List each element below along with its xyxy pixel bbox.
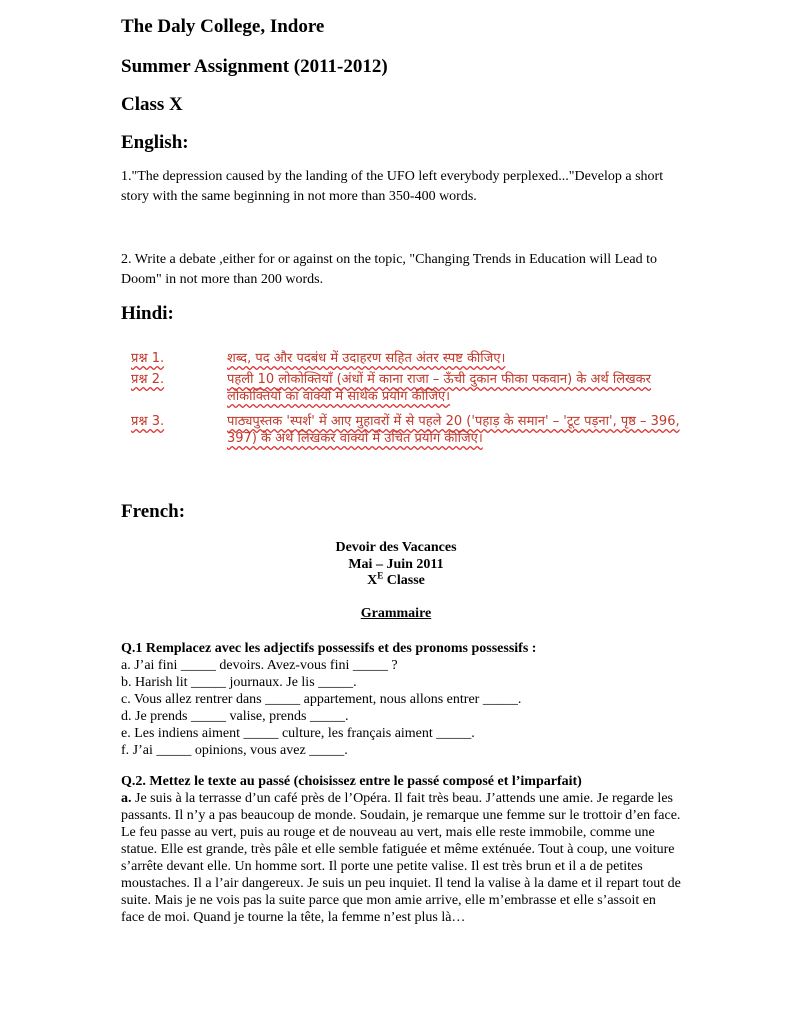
grammar-heading: Grammaire [360,606,432,621]
french-question-2 [121,773,681,926]
school-title: The Daly College, Indore [121,16,325,37]
hindi-question-text: पाठ्यपुस्तक 'स्पर्श' में आए मुहावरों में से पहले 20 ('पहाड़ के समान' – 'टूट पड़ना', पृष्ठ – 396, 397) के अर्थ लिखकर वाक्यों में उचित प्रयोग कीजिए। [227,414,680,446]
hindi-question-text: पहली 10 लोकोक्तियाँ (अंधों में काना राजा – ऊँची दुकान फीका पकवान) के अर्थ लिखकर लोकोक्तियों का वाक्यों में सार्थक प्रयोग कीजिए। [227,372,651,404]
hindi-question [131,371,691,405]
assignment-title: Summer Assignment (2011-2012) [121,56,388,77]
hindi-question-text: शब्द, पद और पदबंध में उदाहरण सहित अंतर स्पष्ट कीजिए। [227,351,506,366]
q2-label: a. [121,791,132,806]
q1-item: d. Je prends _____ valise, prends _____. [121,709,349,724]
french-question-1 [121,640,681,759]
class-numeral: X [367,573,378,588]
french-title-3 [200,572,592,589]
q2-passage [121,791,681,925]
q1-item: f. J’ai _____ opinions, vous avez _____. [121,743,348,758]
q1-item: e. Les indiens aiment _____ culture, les français aiment _____. [121,726,475,741]
hindi-question [131,350,691,367]
english-heading: English: [121,132,189,153]
q1-item: c. Vous allez rentrer dans _____ appartement, nous allons entrer _____. [121,692,522,707]
hindi-question-number: प्रश्न 1. [131,351,165,366]
class-word: Classe [383,573,425,588]
class-superscript: E [377,570,384,581]
french-title-1: Devoir des Vacances [335,540,457,555]
q1-heading: Q.1 Remplacez avec les adjectifs possessifs et des pronoms possessifs : [121,641,537,656]
english-question-2: 2. Write a debate ,either for or against on the topic, "Changing Trends in Education will Lead to Doom" in not more than 200 words. [121,252,657,287]
hindi-question-number: प्रश्न 3. [131,414,165,429]
q1-item: b. Harish lit _____ journaux. Je lis _____. [121,675,357,690]
q2-text: Je suis à la terrasse d’un café près de l’Opéra. Il fait très beau. J’attends une amie. Je regarde les passants. Il n’y a pas beaucoup de monde. Soudain, je remarque une femme sur le trottoir d’en face. Le feu passe au vert, puis au rouge et de nouveau au vert, mais elle reste immobile, comme une statue. Elle est grande, très pâle et elle semble fatiguée et même exténuée. Tout à coup, une voiture s’arrête devant elle. Un homme sort. Il porte une petite valise. Il est très brun et il a de petites moustaches. Il a l’air dangereux. Je suis un peu inquiet. Il tend la valise à la dame et il repart tout de suite. Mais je ne vois pas la suite parce que mon amie arrive, elle m’embrasse et elle s’assoit en face de moi. Quand je tourne la tête, la femme n’est plus là… [121,791,681,925]
hindi-questions-image [131,350,691,447]
hindi-question-number: प्रश्न 2. [131,372,165,387]
french-title-2: Mai – Juin 2011 [348,557,444,572]
class-title: Class X [121,94,183,115]
hindi-heading: Hindi: [121,303,174,324]
english-question-1: 1."The depression caused by the landing of the UFO left everybody perplexed..."Develop a short story with the same beginning in not more than 350-400 words. [121,169,664,204]
q1-item: a. J’ai fini _____ devoirs. Avez-vous fini _____ ? [121,658,398,673]
q2-heading: Q.2. Mettez le texte au passé (choisissez entre le passé composé et l’imparfait) [121,774,582,789]
french-heading: French: [121,501,186,522]
hindi-question [131,413,691,447]
